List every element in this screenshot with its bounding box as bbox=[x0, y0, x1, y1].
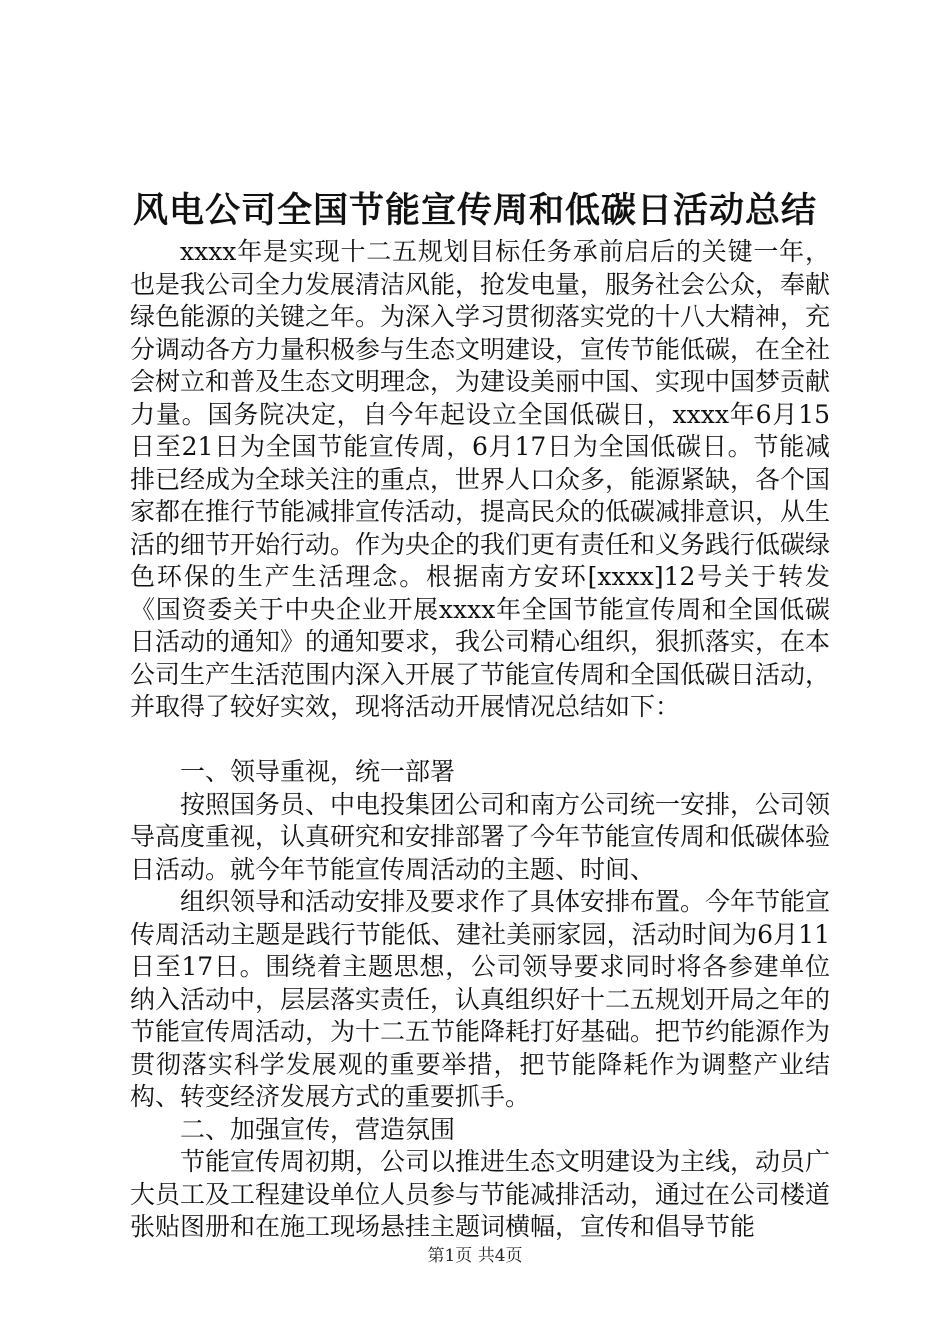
section-heading-1: 一、领导重视，统一部署 bbox=[180, 757, 456, 786]
section-2-paragraph-1: 节能宣传周初期，公司以推进生态文明建设为主线，动员广大员工及工程建设单位人员参与节能减排活动，通过在公司楼道张贴图册和在施工现场悬挂主题词横幅，宣传和倡导节能 bbox=[130, 1147, 831, 1241]
document-body bbox=[130, 236, 830, 1244]
page-footer: 第1页 共4页 bbox=[427, 1246, 523, 1266]
paragraph-spacer bbox=[130, 724, 830, 757]
section-heading-2: 二、加强宣传，营造氛围 bbox=[180, 1114, 456, 1144]
section-1-paragraph-2: 组织领导和活动安排及要求作了具体安排布置。今年节能宣传周活动主题是践行节能低、建社美丽家园，活动时间为6月11日至17日。围绕着主题思想，公司领导要求同时将各参建单位纳入活动中，层层落实责任，认真组织好十二五规划开局之年的节能宣传周活动，为十二五节能降耗打好基础。把节约能源作为贯彻落实科学发展观的重要举措，把节能降耗作为调整产业结构、转变经济发展方式的重要抓手。 bbox=[130, 887, 831, 1111]
document-title: 风电公司全国节能宣传周和低碳日活动总结 bbox=[132, 190, 817, 231]
intro-paragraph: xxxx年是实现十二五规划目标任务承前启后的关键一年，也是我公司全力发展清洁风能，抢发电量，服务社会公众，奉献绿色能源的关键之年。为深入学习贯彻落实党的十八大精神，充分调动各方力量积极参与生态文明建设，宣传节能低碳，在全社会树立和普及生态文明理念，为建设美丽中国、实现中国梦贡献力量。国务院决定，自今年起设立全国低碳日，xxxx年6月15日至21日为全国节能宣传周，6月17日为全国低碳日。节能减排已经成为全球关注的重点，世界人口众多，能源紧缺，各个国家都在推行节能减排宣传活动，提高民众的低碳减排意识，从生活的细节开始行动。作为央企的我们更有责任和义务践行低碳绿色环保的生产生活理念。根据南方安环[xxxx]12号关于转发《国资委关于中央企业开展xxxx年全国节能宣传周和全国低碳日活动的通知》的通知要求，我公司精心组织，狠抓落实，在本公司生产生活范围内深入开展了节能宣传周和全国低碳日活动，并取得了较好实效，现将活动开展情况总结如下： bbox=[130, 237, 831, 721]
section-1-paragraph-1: 按照国务员、中电投集团公司和南方公司统一安排，公司领导高度重视，认真研究和安排部署了今年节能宣传周和低碳体验日活动。就今年节能宣传周活动的主题、时间、 bbox=[130, 789, 831, 884]
